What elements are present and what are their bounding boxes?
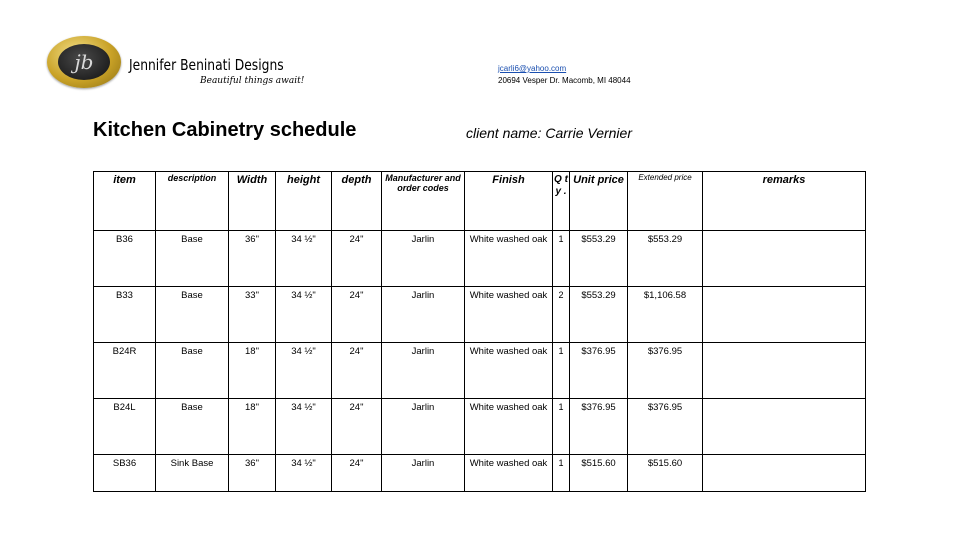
cell-finish: White washed oak (465, 399, 553, 455)
table-row (94, 287, 866, 343)
col-header-extended-price: Extended price (628, 172, 703, 231)
cell-item: B24L (94, 399, 156, 455)
cell-width: 36" (229, 231, 276, 287)
col-header-manufacturer: Manufacturer and order codes (382, 172, 465, 231)
cell-depth: 24" (332, 455, 382, 492)
cell-description: Base (156, 231, 229, 287)
cell-depth: 24" (332, 231, 382, 287)
cell-item: B36 (94, 231, 156, 287)
cell-manufacturer: Jarlin (382, 343, 465, 399)
cell-width: 18" (229, 399, 276, 455)
cell-description: Sink Base (156, 455, 229, 492)
cell-remarks (703, 287, 866, 343)
cell-width: 33" (229, 287, 276, 343)
cell-remarks (703, 455, 866, 492)
cell-qty: 2 (553, 287, 570, 343)
cell-remarks (703, 343, 866, 399)
cell-manufacturer: Jarlin (382, 287, 465, 343)
cell-depth: 24" (332, 343, 382, 399)
cell-unit-price: $376.95 (570, 399, 628, 455)
cell-width: 36" (229, 455, 276, 492)
cell-finish: White washed oak (465, 287, 553, 343)
logo-monogram: jb (58, 44, 110, 80)
cell-extended-price: $515.60 (628, 455, 703, 492)
client-name: client name: Carrie Vernier (466, 125, 632, 141)
cell-finish: White washed oak (465, 343, 553, 399)
col-header-remarks: remarks (703, 172, 866, 231)
cell-extended-price: $553.29 (628, 231, 703, 287)
cell-extended-price: $376.95 (628, 399, 703, 455)
cell-qty: 1 (553, 343, 570, 399)
cell-height: 34 ½" (276, 455, 332, 492)
cell-description: Base (156, 399, 229, 455)
col-header-item: item (94, 172, 156, 231)
col-header-depth: depth (332, 172, 382, 231)
col-header-unit-price: Unit price (570, 172, 628, 231)
contact-address: 20694 Vesper Dr. Macomb, MI 48044 (498, 76, 631, 85)
contact-email-link[interactable]: jcarli6@yahoo.com (498, 64, 567, 73)
cell-qty: 1 (553, 399, 570, 455)
table-row (94, 343, 866, 399)
cell-depth: 24" (332, 399, 382, 455)
document-title: Kitchen Cabinetry schedule (93, 119, 357, 141)
cell-finish: White washed oak (465, 455, 553, 492)
cell-manufacturer: Jarlin (382, 455, 465, 492)
company-logo (47, 36, 121, 88)
company-tagline: Beautiful things await! (200, 76, 305, 86)
cell-unit-price: $553.29 (570, 231, 628, 287)
cell-item: SB36 (94, 455, 156, 492)
cell-description: Base (156, 343, 229, 399)
cell-qty: 1 (553, 455, 570, 492)
company-name: Jennifer Beninati Designs (129, 56, 284, 74)
cell-unit-price: $553.29 (570, 287, 628, 343)
cell-unit-price: $376.95 (570, 343, 628, 399)
cell-height: 34 ½" (276, 231, 332, 287)
col-header-qty: Q t y . (553, 172, 570, 231)
cell-height: 34 ½" (276, 287, 332, 343)
cell-remarks (703, 231, 866, 287)
cell-width: 18" (229, 343, 276, 399)
cell-item: B24R (94, 343, 156, 399)
col-header-width: Width (229, 172, 276, 231)
cell-manufacturer: Jarlin (382, 399, 465, 455)
cell-item: B33 (94, 287, 156, 343)
cell-height: 34 ½" (276, 399, 332, 455)
cell-description: Base (156, 287, 229, 343)
col-header-finish: Finish (465, 172, 553, 231)
table-row (94, 399, 866, 455)
col-header-description: description (156, 172, 229, 231)
cell-manufacturer: Jarlin (382, 231, 465, 287)
cell-qty: 1 (553, 231, 570, 287)
col-header-height: height (276, 172, 332, 231)
cell-extended-price: $1,106.58 (628, 287, 703, 343)
cell-finish: White washed oak (465, 231, 553, 287)
table-row (94, 231, 866, 287)
cell-unit-price: $515.60 (570, 455, 628, 492)
cabinetry-schedule-table (93, 171, 866, 492)
cell-extended-price: $376.95 (628, 343, 703, 399)
cell-height: 34 ½" (276, 343, 332, 399)
header-row (94, 172, 866, 231)
table-row (94, 455, 866, 492)
cell-depth: 24" (332, 287, 382, 343)
cell-remarks (703, 399, 866, 455)
